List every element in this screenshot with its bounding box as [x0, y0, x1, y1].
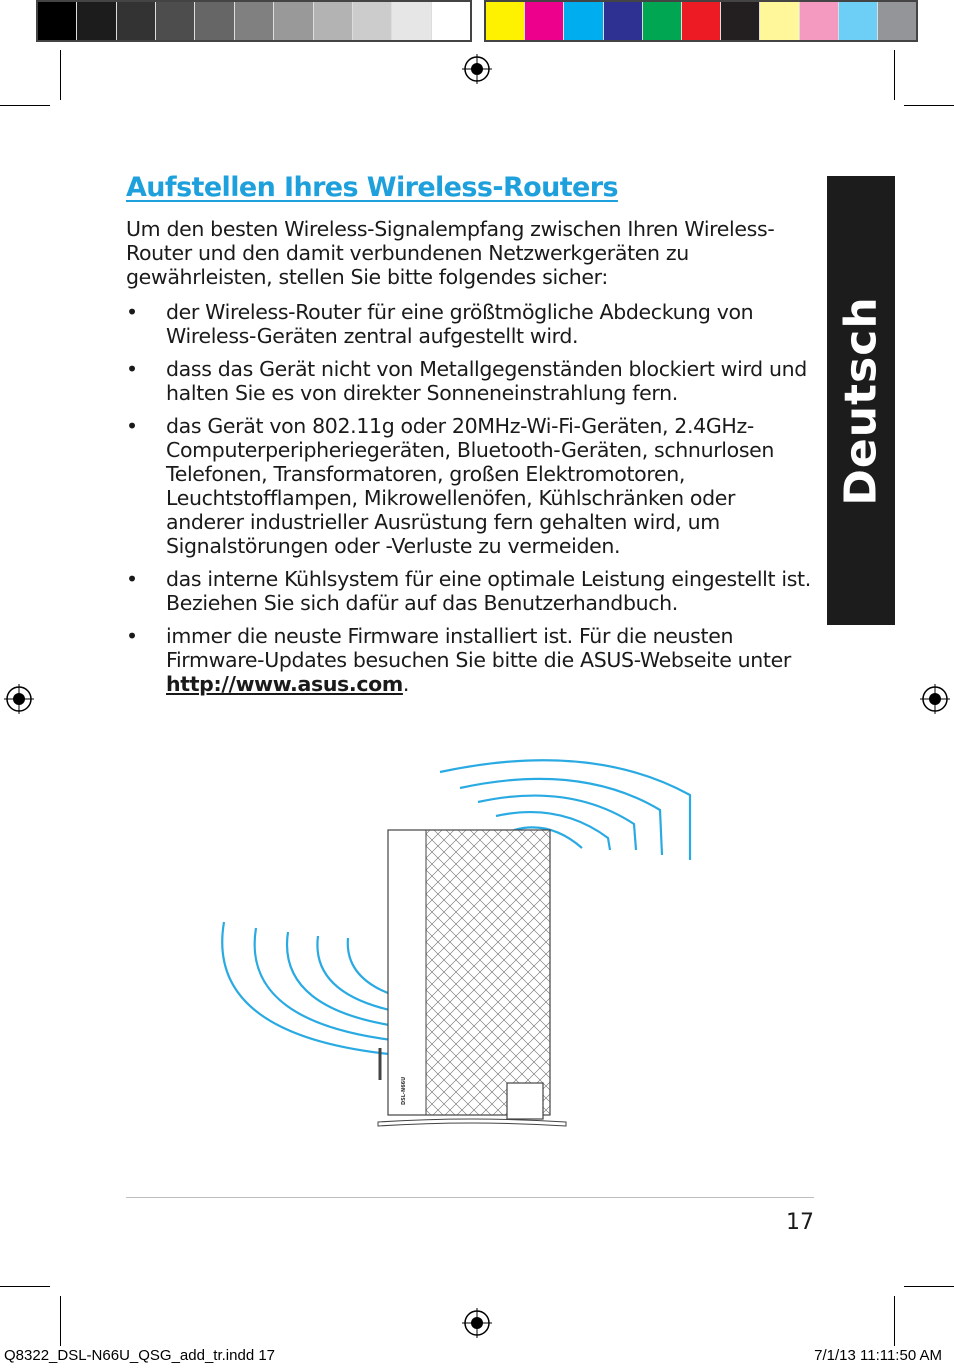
list-item	[126, 567, 816, 615]
color-swatch	[117, 2, 156, 40]
crop-mark	[60, 1296, 61, 1346]
print-slug-date: 7/1/13 11:11:50 AM	[814, 1347, 942, 1364]
color-swatch	[760, 2, 799, 40]
color-swatch	[392, 2, 431, 40]
registration-mark-icon	[462, 1308, 492, 1338]
device-label: DSL-N66U	[401, 1076, 407, 1105]
list-item	[126, 357, 816, 405]
list-item	[126, 624, 816, 696]
color-swatch	[77, 2, 116, 40]
link-suffix: .	[402, 672, 410, 696]
color-swatch	[800, 2, 839, 40]
crop-mark	[894, 50, 895, 100]
color-swatch	[274, 2, 313, 40]
color-swatch	[432, 2, 470, 40]
color-swatch	[604, 2, 643, 40]
color-calibration-bar	[484, 0, 918, 42]
crop-mark	[0, 105, 50, 106]
color-swatch	[235, 2, 274, 40]
wifi-waves-left-icon	[222, 922, 410, 1056]
color-swatch	[195, 2, 234, 40]
color-swatch	[682, 2, 721, 40]
page-number: 17	[786, 1210, 814, 1235]
crop-mark	[904, 1286, 954, 1287]
requirements-list	[126, 300, 816, 705]
router-illustration	[210, 750, 700, 1140]
list-item	[126, 414, 816, 558]
footer-divider	[126, 1197, 814, 1198]
registration-mark-icon	[920, 684, 950, 714]
color-swatch	[564, 2, 603, 40]
color-swatch	[878, 2, 916, 40]
color-swatch	[839, 2, 878, 40]
list-item-text: der Wireless-Router für eine größtmögliche Abdeckung von Wireless-Geräten zentral aufgestellt wird.	[166, 300, 754, 348]
color-swatch	[314, 2, 353, 40]
intro-paragraph: Um den besten Wireless-Signalempfang zwischen Ihren Wireless-Router und den damit verbundenen Netzwerkgeräten zu gewährleisten, stellen Sie bitte folgendes sicher:	[126, 217, 775, 289]
crop-mark	[904, 105, 954, 106]
language-tab-label: Deutsch	[835, 295, 887, 506]
list-item	[126, 300, 816, 348]
color-swatch	[486, 2, 525, 40]
list-item-text: dass das Gerät nicht von Metallgegenständen blockiert wird und halten Sie es von direkter Sonneneinstrahlung fern.	[166, 357, 807, 405]
crop-mark	[60, 50, 61, 100]
bullet-symbol: •	[126, 567, 138, 591]
color-swatch	[156, 2, 195, 40]
crop-mark	[0, 1286, 50, 1287]
bullet-symbol: •	[126, 624, 138, 648]
list-item-text: immer die neuste Firmware installiert ist. Für die neusten Firmware-Updates besuchen Sie bitte die ASUS-Webseite unter	[166, 624, 791, 672]
list-item-text: das Gerät von 802.11g oder 20MHz-Wi-Fi-Geräten, 2.4GHz-Computerperipheriegeräten, Bluetooth-Geräten, schnurlosen Telefonen, Transformatoren, großen Elektromotoren, Leuchtstofflampen, Mikrowellenöfen, Kühlschränken oder anderer industrieller Ausrüstung fern gehalten wird, um Signalstörungen oder -Verluste zu vermeiden.	[166, 414, 775, 558]
crop-mark	[894, 1296, 895, 1346]
grayscale-calibration-bar	[36, 0, 472, 42]
registration-mark-icon	[4, 684, 34, 714]
list-item-text: das interne Kühlsystem für eine optimale Leistung eingestellt ist. Beziehen Sie sich dafür auf das Benutzerhandbuch.	[166, 567, 811, 615]
registration-mark-icon	[462, 54, 492, 84]
color-swatch	[353, 2, 392, 40]
color-swatch	[525, 2, 564, 40]
bullet-symbol: •	[126, 357, 138, 381]
asus-website-link[interactable]: http://www.asus.com	[166, 672, 403, 696]
section-heading: Aufstellen Ihres Wireless-Routers	[126, 172, 618, 203]
language-tab	[827, 176, 895, 625]
bullet-symbol: •	[126, 300, 138, 324]
color-swatch	[721, 2, 760, 40]
color-swatch	[643, 2, 682, 40]
print-slug-filename: Q8322_DSL-N66U_QSG_add_tr.indd 17	[4, 1347, 276, 1364]
color-swatch	[38, 2, 77, 40]
bullet-symbol: •	[126, 414, 138, 438]
